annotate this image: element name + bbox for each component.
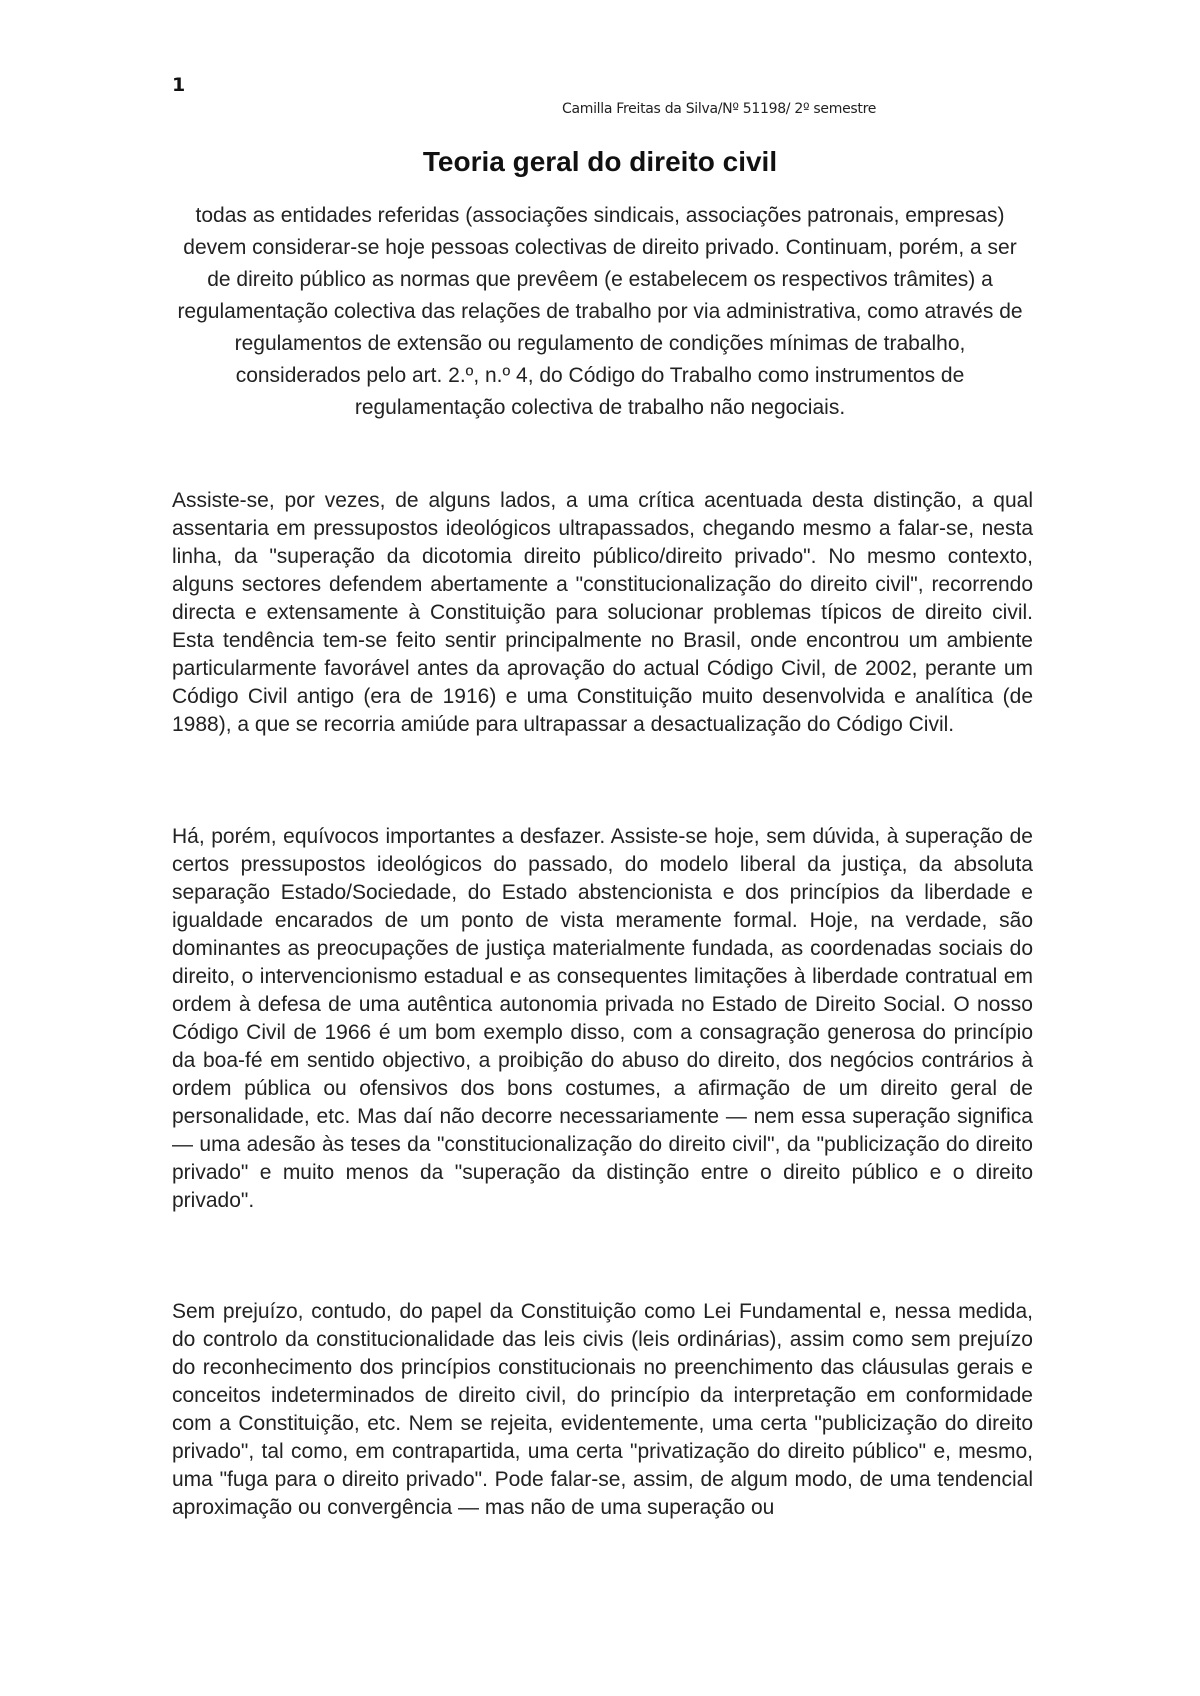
body-paragraph: Há, porém, equívocos importantes a desfazer. Assiste-se hoje, sem dúvida, à superação de certos pressupostos ideológicos do passado, do modelo liberal da justiça, da absoluta separação Estado/Sociedade, do Estado abstencionista e dos princípios da liberdade e igualdade encarados de um ponto de vista meramente formal. Hoje, na verdade, são dominantes as preocupações de justiça materialmente fundada, as coordenadas sociais do direito, o intervencionismo estadual e as consequentes limitações à liberdade contratual em ordem à defesa de uma autêntica autonomia privada no Estado de Direito Social. O nosso Código Civil de 1966 é um bom exemplo disso, com a consagração generosa do princípio da boa-fé em sentido objectivo, a proibição do abuso do direito, dos negócios contrários à ordem pública ou ofensivos dos bons costumes, a afirmação de um direito geral de personalidade, etc. Mas daí não decorre necessariamente — nem essa superação significa — uma adesão às teses da "constitucionalização do direito civil", da "publicização do direito privado" e muito menos da "superação da distinção entre o direito público e o direito privado". [172,825,1033,1212]
intro-paragraph: todas as entidades referidas (associações sindicais, associações patronais, empresas) devem considerar-se hoje pessoas colectivas de direito privado. Continuam, porém, a ser de direito público as normas que prevêem (e estabelecem os respectivos trâmites) a regulamentação colectiva das relações de trabalho por via administrativa, como através de regulamentos de extensão ou regulamento de condições mínimas de trabalho, considerados pelo art. 2.º, n.º 4, do Código do Trabalho como instrumentos de regulamentação colectiva de trabalho não negociais. [177,204,1023,419]
header-author: Camilla Freitas da Silva/Nº 51198/ 2º semestre [562,101,877,117]
body-paragraph: Sem prejuízo, contudo, do papel da Constituição como Lei Fundamental e, nessa medida, do controlo da constitucionalidade das leis civis (leis ordinárias), assim como sem prejuízo do reconhecimento dos princípios constitucionais no preenchimento das cláusulas gerais e conceitos indeterminados de direito civil, do princípio da interpretação em conformidade com a Constituição, etc. Nem se rejeita, evidentemente, uma certa "publicização do direito privado", tal como, em contrapartida, uma certa "privatização do direito público" e, mesmo, uma "fuga para o direito privado". Pode falar-se, assim, de algum modo, de uma tendencial aproximação ou convergência — mas não de uma superação ou [172,1300,1033,1519]
page-number: 1 [172,74,186,96]
document-title: Teoria geral do direito civil [422,146,778,177]
body-paragraph: Assiste-se, por vezes, de alguns lados, a uma crítica acentuada desta distinção, a qual assentaria em pressupostos ideológicos ultrapassados, chegando mesmo a falar-se, nesta linha, da "superação da dicotomia direito público/direito privado". No mesmo contexto, alguns sectores defendem abertamente a "constitucionalização do direito civil", recorrendo directa e extensamente à Constituição para solucionar problemas típicos de direito civil. Esta tendência tem-se feito sentir principalmente no Brasil, onde encontrou um ambiente particularmente favorável antes da aprovação do actual Código Civil, de 2002, perante um Código Civil antigo (era de 1916) e uma Constituição muito desenvolvida e analítica (de 1988), a que se recorria amiúde para ultrapassar a desactualização do Código Civil. [172,489,1033,736]
